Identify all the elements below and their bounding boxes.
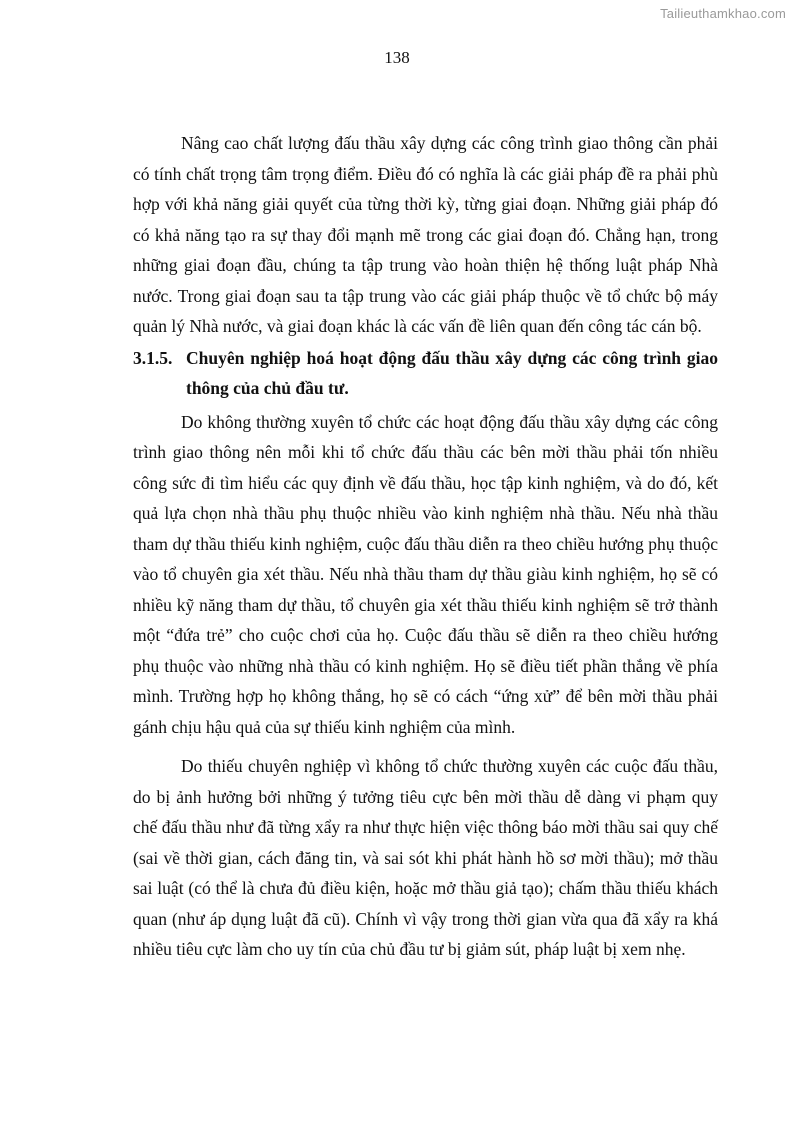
section-number: 3.1.5. <box>133 347 173 368</box>
page-number: 138 <box>384 48 410 67</box>
section-title: Chuyên nghiệp hoá hoạt động đấu thầu xây dựng các công trình giao thông của chủ đầu tư. <box>186 347 718 398</box>
paragraph-experience: Do không thường xuyên tổ chức các hoạt động đấu thầu xây dựng các công trình giao thông nên mỗi khi tổ chức đấu thầu các bên mời thầu phải tốn nhiều công sức đi tìm hiểu các quy định về đấu thầu, học tập kinh nghiệm, và do đó, kết quả lựa chọn nhà thầu phụ thuộc nhiều vào kinh nghiệm nhà thầu. Nếu nhà thầu tham dự thầu thiếu kinh nghiệm, cuộc đấu thầu diễn ra theo chiều hướng phụ thuộc vào tổ chuyên gia xét thầu. Nếu nhà thầu tham dự thầu giàu kinh nghiệm, họ sẽ có nhiều kỹ năng tham dự thầu, tổ chuyên gia xét thầu thiếu kinh nghiệm sẽ trở thành một “đứa trẻ” cho cuộc chơi của họ. Cuộc đấu thầu sẽ diễn ra theo chiều hướng phụ thuộc vào những nhà thầu có kinh nghiệm. Họ sẽ điều tiết phần thắng về phía mình. Trường hợp họ không thắng, họ sẽ có cách “ứng xử” để bên mời thầu phải gánh chịu hậu quả của sự thiếu kinh nghiệm của mình. <box>133 411 718 737</box>
paragraph-violations: Do thiếu chuyên nghiệp vì không tổ chức thường xuyên các cuộc đấu thầu, do bị ảnh hưởng bởi những ý tưởng tiêu cực bên mời thầu dễ dàng vi phạm quy chế đấu thầu như đã từng xẩy ra như thực hiện việc thông báo mời thầu sai quy chế (sai về thời gian, cách đăng tin, và sai sót khi phát hành hồ sơ mời thầu); mở thầu sai luật (có thể là chưa đủ điều kiện, hoặc mở thầu giả tạo); chấm thầu thiếu khách quan (như áp dụng luật đã cũ). Chính vì vậy trong thời gian vừa qua đã xẩy ra khá nhiều tiêu cực làm cho uy tín của chủ đầu tư bị giảm sút, pháp luật bị xem nhẹ. <box>133 756 718 959</box>
paragraph-intro: Nâng cao chất lượng đấu thầu xây dựng các công trình giao thông cần phải có tính chất trọng tâm trọng điểm. Điều đó có nghĩa là các giải pháp đề ra phải phù hợp với khả năng giải quyết của từng thời kỳ, từng giai đoạn. Những giải pháp đó có khả năng tạo ra sự thay đổi mạnh mẽ trong các giai đoạn đó. Chẳng hạn, trong những giai đoạn đầu, chúng ta tập trung vào hoàn thiện hệ thống luật pháp Nhà nước. Trong giai đoạn sau ta tập trung vào các giải pháp thuộc về tổ chức bộ máy quản lý Nhà nước, và giai đoạn khác là các vấn đề liên quan đến công tác cán bộ. <box>133 133 718 336</box>
watermark: Tailieuthamkhao.com <box>660 6 786 21</box>
section-heading <box>133 343 718 404</box>
document-body <box>133 128 718 965</box>
